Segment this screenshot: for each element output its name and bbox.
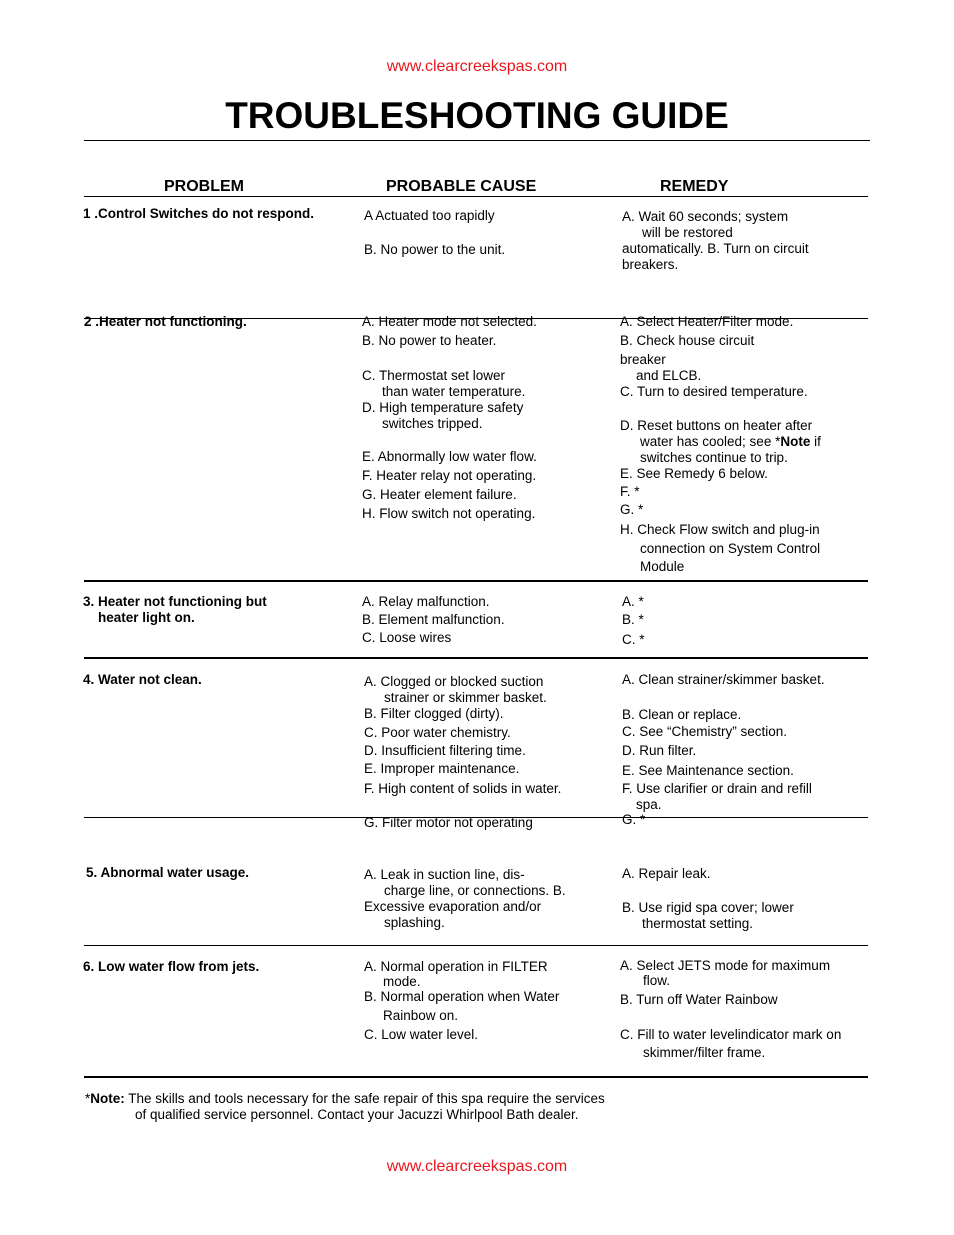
footnote-text1: The skills and tools necessary for the safe repair of this spa require the services — [124, 1091, 605, 1106]
row6-cause-a-line2: mode. — [383, 974, 421, 989]
row6-cause-a-line1: A. Normal operation in FILTER — [364, 959, 548, 974]
row2-remedy-d — [620, 418, 821, 466]
row5-cause-line2: charge line, or connections. B. — [384, 883, 566, 898]
row6-remedy-a-line2: flow. — [643, 973, 671, 988]
row6-divider — [84, 945, 868, 946]
row6-remedy-b: B. Turn off Water Rainbow — [620, 992, 778, 1007]
row4-remedy-d: D. Run filter. — [622, 743, 697, 758]
row2-cause-f: F. Heater relay not operating. — [362, 468, 537, 483]
site-url-top[interactable]: www.clearcreekspas.com — [386, 58, 568, 75]
row1-remedy-line3: automatically. B. Turn on circuit — [622, 241, 809, 256]
row4-remedy-b: B. Clean or replace. — [622, 707, 742, 722]
row6-remedy-a-line1: A. Select JETS mode for maximum — [620, 958, 831, 973]
row3-cause-c: C. Loose wires — [362, 630, 452, 645]
row5-remedy-b-line2: thermostat setting. — [642, 916, 754, 931]
row3-remedy-c: C. * — [622, 632, 645, 647]
row1-remedy — [622, 209, 809, 273]
row2-cause-a: A. Heater mode not selected. — [362, 314, 537, 329]
row6-cause-b1: B. Normal operation when Water — [364, 989, 560, 1004]
footnote — [85, 1091, 605, 1123]
row1-remedy-line1: A. Wait 60 seconds; system — [622, 209, 789, 224]
row2-remedy-d-line3: switches continue to trip. — [640, 450, 788, 465]
title-divider — [84, 140, 870, 141]
header-problem: PROBLEM — [164, 178, 244, 195]
bottom-divider — [84, 1076, 868, 1078]
row4-cause-a-line2: strainer or skimmer basket. — [384, 690, 547, 705]
row2-remedy-d-line2 — [620, 434, 821, 450]
page-title: TROUBLESHOOTING GUIDE — [225, 95, 729, 136]
header-probable-cause: PROBABLE CAUSE — [386, 178, 537, 195]
row3-problem-line2: heater light on. — [98, 610, 195, 625]
row4-cause-d: D. Insufficient filtering time. — [364, 743, 526, 758]
row2-remedy-d-note: Note — [780, 434, 811, 449]
row4-divider — [84, 657, 868, 659]
row1-remedy-line4: breakers. — [622, 257, 679, 272]
footnote-star: * — [85, 1091, 91, 1106]
row2-remedy-c: C. Turn to desired temperature. — [620, 384, 808, 399]
row4-problem: 4. Water not clean. — [83, 672, 202, 687]
row5-cause — [364, 867, 566, 931]
row6-cause-a — [364, 959, 548, 989]
row4-inner-divider — [84, 817, 868, 818]
row2-cause-c — [362, 368, 525, 432]
row6-cause-c: C. Low water level. — [364, 1027, 479, 1042]
row1-remedy-line2: will be restored — [642, 225, 733, 240]
row2-cause-d-line1: D. High temperature safety — [362, 400, 524, 415]
row2-remedy-b: B. Check house circuit — [620, 333, 755, 348]
row2-cause-g: G. Heater element failure. — [362, 487, 517, 502]
row4-cause-b: B. Filter clogged (dirty). — [364, 706, 504, 721]
row3-cause-b: B. Element malfunction. — [362, 612, 505, 627]
row2-cause-d-line2: switches tripped. — [382, 416, 483, 431]
footnote-label: Note: — [90, 1091, 125, 1106]
row4-remedy-f2: spa. — [636, 797, 662, 812]
row2-remedy-d-line1: D. Reset buttons on heater after — [620, 418, 813, 433]
row2-cause-h: H. Flow switch not operating. — [362, 506, 536, 521]
site-url-bottom[interactable]: www.clearcreekspas.com — [386, 1158, 568, 1175]
row4-remedy-e: E. See Maintenance section. — [622, 763, 794, 778]
row4-cause-f: F. High content of solids in water. — [364, 781, 562, 796]
row6-remedy-a — [620, 958, 830, 988]
row1-problem: 1 .Control Switches do not respond. — [83, 206, 315, 221]
row2-cause-c-line2: than water temperature. — [382, 384, 526, 399]
row2-cause-b: B. No power to heater. — [362, 333, 497, 348]
row1-cause-a: A Actuated too rapidly — [364, 208, 495, 223]
row2-remedy-g: G. * — [620, 502, 644, 517]
row2-remedy-d-if: if — [810, 434, 821, 449]
footnote-line1 — [85, 1091, 605, 1107]
row2-remedy-b2: breaker — [620, 352, 666, 367]
row4-cause-c: C. Poor water chemistry. — [364, 725, 511, 740]
row6-remedy-c2: skimmer/filter frame. — [643, 1045, 766, 1060]
row2-remedy-h1: H. Check Flow switch and plug-in — [620, 522, 820, 537]
header-remedy: REMEDY — [660, 178, 729, 195]
row6-problem: 6. Low water flow from jets. — [83, 959, 260, 974]
row6-remedy-c1: C. Fill to water levelindicator mark on — [620, 1027, 842, 1042]
row5-remedy-a: A. Repair leak. — [622, 866, 711, 881]
footnote-line2: of qualified service personnel. Contact your Jacuzzi Whirlpool Bath dealer. — [135, 1107, 579, 1122]
header-divider — [84, 196, 868, 197]
row3-remedy-a: A. * — [622, 594, 644, 609]
row4-cause-e: E. Improper maintenance. — [364, 761, 520, 776]
row2-problem: 2 .Heater not functioning. — [84, 314, 247, 329]
row2-remedy-b3: and ELCB. — [636, 368, 702, 383]
row4-remedy-c: C. See “Chemistry” section. — [622, 724, 788, 739]
row4-remedy-a: A. Clean strainer/skimmer basket. — [622, 672, 825, 687]
row5-problem: 5. Abnormal water usage. — [86, 865, 250, 880]
row5-remedy-b-line1: B. Use rigid spa cover; lower — [622, 900, 794, 915]
row3-cause-a: A. Relay malfunction. — [362, 594, 490, 609]
row5-cause-line4: splashing. — [384, 915, 445, 930]
row4-cause-a — [364, 674, 547, 722]
row2-remedy-h2: connection on System Control — [640, 541, 821, 556]
row2-cause-c-line1: C. Thermostat set lower — [362, 368, 506, 383]
row2-remedy-d-text: water has cooled; see * — [640, 434, 781, 449]
row1-cause-b: B. No power to the unit. — [364, 242, 506, 257]
row2-remedy-a: A. Select Heater/Filter mode. — [620, 314, 794, 329]
row2-cause-e: E. Abnormally low water flow. — [362, 449, 537, 464]
row2-remedy-f: F. * — [620, 484, 640, 499]
row3-divider — [84, 580, 868, 582]
row2-remedy-e: E. See Remedy 6 below. — [620, 466, 768, 481]
row4-remedy-g: G. * — [622, 812, 646, 827]
row3-problem — [83, 594, 267, 626]
row6-cause-b2: Rainbow on. — [383, 1008, 459, 1023]
row5-cause-line3: Excessive evaporation and/or — [364, 899, 542, 914]
row3-problem-line1: 3. Heater not functioning but — [83, 594, 267, 609]
row4-cause-a-line1: A. Clogged or blocked suction — [364, 674, 544, 689]
row4-cause-g: G. Filter motor not operating — [364, 815, 533, 830]
row3-remedy-b: B. * — [622, 612, 644, 627]
row4-remedy-f1: F. Use clarifier or drain and refill — [622, 781, 812, 796]
row2-remedy-h3: Module — [640, 559, 685, 574]
row5-cause-line1: A. Leak in suction line, dis- — [364, 867, 525, 882]
row5-remedy-b — [622, 900, 794, 932]
